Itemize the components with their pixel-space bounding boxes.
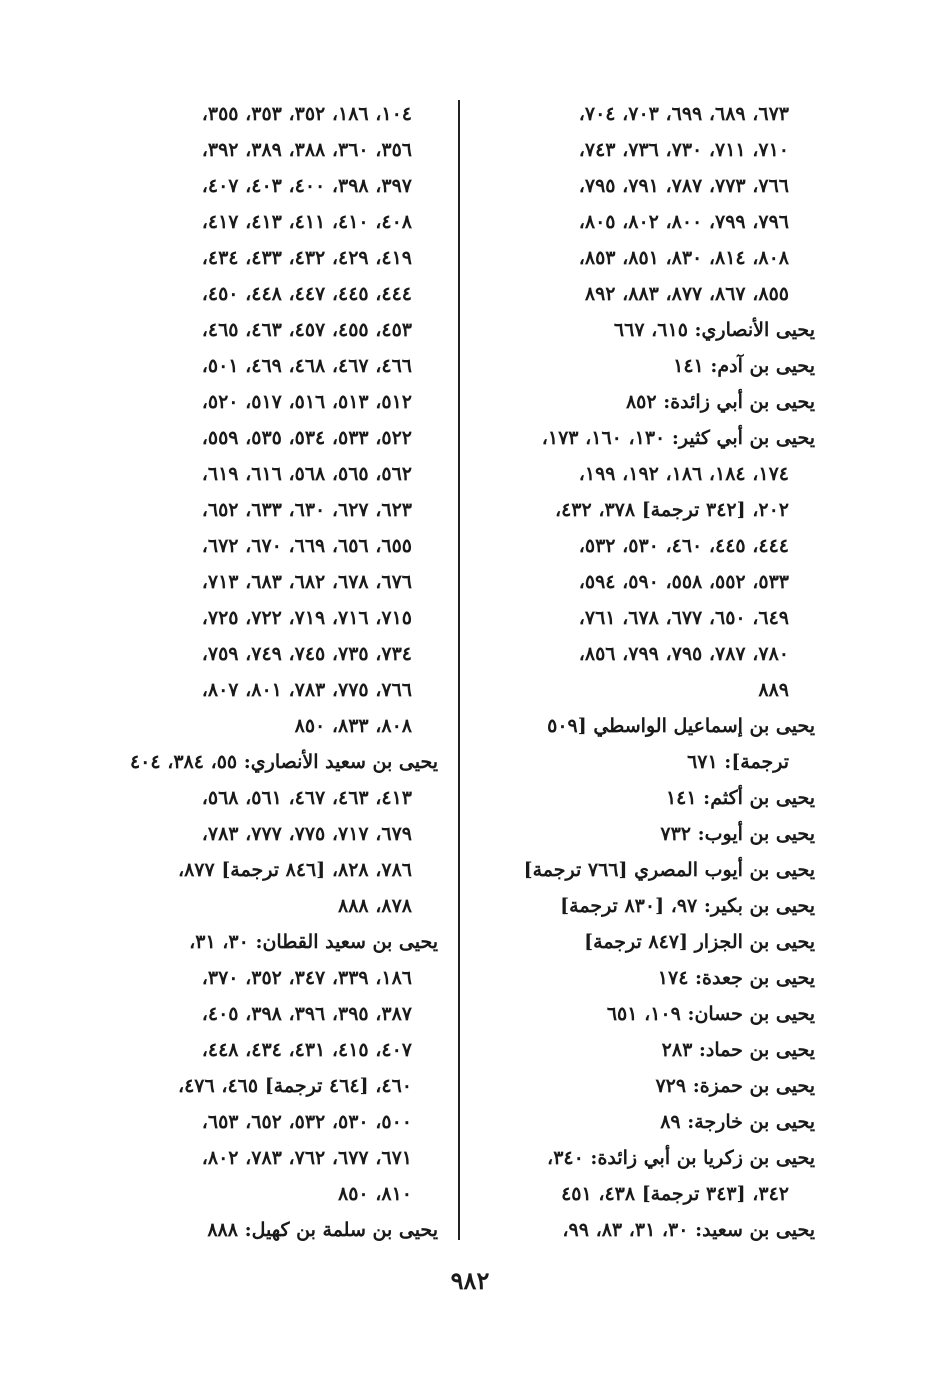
index-page-refs: ٣٤٢، [٣٤٣ ترجمة] ٤٣٨، ٤٥١ [561,1183,789,1205]
index-entry: يحيى بن حماد: ٢٨٣ [661,1039,815,1061]
index-entry: يحيى بن زكريا بن أبي زائدة: ٣٤٠، [547,1147,815,1169]
index-entry: يحيى بن أيوب المصري [٧٦٦ ترجمة] [523,859,815,881]
index-page-refs: ٦٢٣، ٦٢٧، ٦٣٠، ٦٣٣، ٦٥٢، [201,499,412,521]
index-entry: يحيى بن أبي زائدة: ٨٥٢ [625,391,815,413]
index-page-refs: ٥٢٢، ٥٣٣، ٥٣٤، ٥٣٥، ٥٥٩، [201,427,412,449]
index-page-refs: ٧٦٦، ٧٧٥، ٧٨٣، ٨٠١، ٨٠٧، [201,679,412,701]
index-entry: يحيى بن سعيد الأنصاري: ٥٥، ٣٨٤، ٤٠٤ [129,751,438,773]
index-page-refs: ١٧٤، ١٨٤، ١٨٦، ١٩٢، ١٩٩، [578,463,789,485]
index-page-refs: ٨٠٨، ٨٣٣، ٨٥٠ [294,715,412,737]
index-page-refs: ١٨٦، ٣٣٩، ٣٤٧، ٣٥٢، ٣٧٠، [201,967,412,989]
index-page-refs: ٦٥٥، ٦٥٦، ٦٦٩، ٦٧٠، ٦٧٢، [201,535,412,557]
index-entry: يحيى بن سعيد القطان: ٣٠، ٣١، [189,931,438,953]
index-page-refs: ٧٣٤، ٧٣٥، ٧٤٥، ٧٤٩، ٧٥٩، [201,643,412,665]
index-page-refs: ترجمة]: ٦٧١ [687,751,789,773]
page-number: ٩٨٢ [450,1266,490,1295]
index-page-refs: ٨١٠، ٨٥٠ [338,1183,412,1205]
index-entry: يحيى بن الجزار [٨٤٧ ترجمة] [584,931,815,953]
index-page-refs: ٤١٩، ٤٢٩، ٤٣٢، ٤٣٣، ٤٣٤، [201,247,412,269]
index-page-refs: ٧٦٦، ٧٧٣، ٧٨٧، ٧٩١، ٧٩٥، [578,175,789,197]
index-entry: يحيى بن حمزة: ٧٢٩ [655,1075,815,1097]
index-page-refs: ٦٧١، ٦٧٧، ٧٦٢، ٧٨٣، ٨٠٢، [201,1147,412,1169]
index-page-refs: ٤٥٣، ٤٥٥، ٤٥٧، ٤٦٣، ٤٦٥، [201,319,412,341]
index-page-refs: ٧٩٦، ٧٩٩، ٨٠٠، ٨٠٢، ٨٠٥، [578,211,789,233]
column-divider [458,100,460,1240]
index-entry: يحيى بن أبي كثير: ١٣٠، ١٦٠، ١٧٣، [541,427,815,449]
index-page-refs: ٤٤٤، ٤٤٥، ٤٤٧، ٤٤٨، ٤٥٠، [201,283,412,305]
index-page-refs: ٧١٠، ٧١١، ٧٣٠، ٧٣٦، ٧٤٣، [578,139,789,161]
index-page-refs: ٤٦٦، ٤٦٧، ٤٦٨، ٤٦٩، ٥٠١، [201,355,412,377]
index-entry: يحيى بن جعدة: ١٧٤ [657,967,815,989]
index-page-refs: ٥٦٢، ٥٦٥، ٥٦٨، ٦١٦، ٦١٩، [201,463,412,485]
index-page-refs: ٨٧٨، ٨٨٨ [338,895,412,917]
index-entry: يحيى بن خارجة: ٨٩ [660,1111,815,1133]
index-page-refs: ٤٤٤، ٤٤٥، ٤٦٠، ٥٣٠، ٥٣٢، [578,535,789,557]
index-page-refs: ٤٠٨، ٤١٠، ٤١١، ٤١٣، ٤١٧، [201,211,412,233]
index-page-refs: ٣٨٧، ٣٩٥، ٣٩٦، ٣٩٨، ٤٠٥، [201,1003,412,1025]
index-page-refs: ٦٧٦، ٦٧٨، ٦٨٢، ٦٨٣، ٧١٣، [201,571,412,593]
index-page-refs: ٨٥٥، ٨٦٧، ٨٧٧، ٨٨٣، ٨٩٢ [584,283,789,305]
index-entry: يحيى بن آدم: ١٤١ [673,355,815,377]
index-page-refs: ٣٥٦، ٣٦٠، ٣٨٨، ٣٨٩، ٣٩٢، [201,139,412,161]
index-column-left [88,96,438,1248]
index-page-refs: ٥١٢، ٥١٣، ٥١٦، ٥١٧، ٥٢٠، [201,391,412,413]
index-page-refs: ٤٠٧، ٤١٥، ٤٣١، ٤٣٤، ٤٤٨، [201,1039,412,1061]
index-page-refs: ٦٧٣، ٦٨٩، ٦٩٩، ٧٠٣، ٧٠٤، [578,103,789,125]
index-entry: يحيى الأنصاري: ٦١٥، ٦٦٧ [613,319,815,341]
index-page-refs: ٦٤٩، ٦٥٠، ٦٧٧، ٦٧٨، ٧٦١، [578,607,789,629]
index-page-refs: ١٠٤، ١٨٦، ٣٥٢، ٣٥٣، ٣٥٥، [201,103,412,125]
index-entry: يحيى بن أكثم: ١٤١ [665,787,815,809]
index-column-right [460,96,815,1248]
index-page-refs: ٤١٣، ٤٦٣، ٤٦٧، ٥٦١، ٥٦٨، [201,787,412,809]
index-page-refs: ٧١٥، ٧١٦، ٧١٩، ٧٢٢، ٧٢٥، [201,607,412,629]
index-page-refs: ٧٨٠، ٧٨٧، ٧٩٥، ٧٩٩، ٨٥٦، [578,643,789,665]
index-page-refs: ٥٣٣، ٥٥٢، ٥٥٨، ٥٩٠، ٥٩٤، [578,571,789,593]
index-page-refs: ٧٨٦، ٨٢٨، [٨٤٦ ترجمة] ٨٧٧، [177,859,412,881]
index-entry: يحيى بن حسان: ١٠٩، ٦٥١ [606,1003,815,1025]
index-page-refs: ٢٠٢، [٣٤٢ ترجمة] ٣٧٨، ٤٣٢، [554,499,789,521]
index-page-refs: ٥٠٠، ٥٣٠، ٥٣٢، ٦٥٢، ٦٥٣، [201,1111,412,1133]
index-page-refs: ٦٧٩، ٧١٧، ٧٧٥، ٧٧٧، ٧٨٣، [201,823,412,845]
index-page-refs: ٨٠٨، ٨١٤، ٨٣٠، ٨٥١، ٨٥٣، [578,247,789,269]
index-entry: يحيى بن سعيد: ٣٠، ٣١، ٨٣، ٩٩، [562,1219,815,1241]
index-page-refs: ٤٦٠، [٤٦٤ ترجمة] ٤٦٥، ٤٧٦، [177,1075,412,1097]
index-page-refs: ٣٩٧، ٣٩٨، ٤٠٠، ٤٠٣، ٤٠٧، [201,175,412,197]
index-entry: يحيى بن إسماعيل الواسطي [٥٠٩ [547,715,815,737]
index-page-refs: ٨٨٩ [758,679,789,701]
index-entry: يحيى بن سلمة بن كهيل: ٨٨٨ [207,1219,438,1241]
index-entry: يحيى بن أيوب: ٧٣٢ [660,823,815,845]
index-entry: يحيى بن بكير: ٩٧، [٨٣٠ ترجمة] [560,895,815,917]
